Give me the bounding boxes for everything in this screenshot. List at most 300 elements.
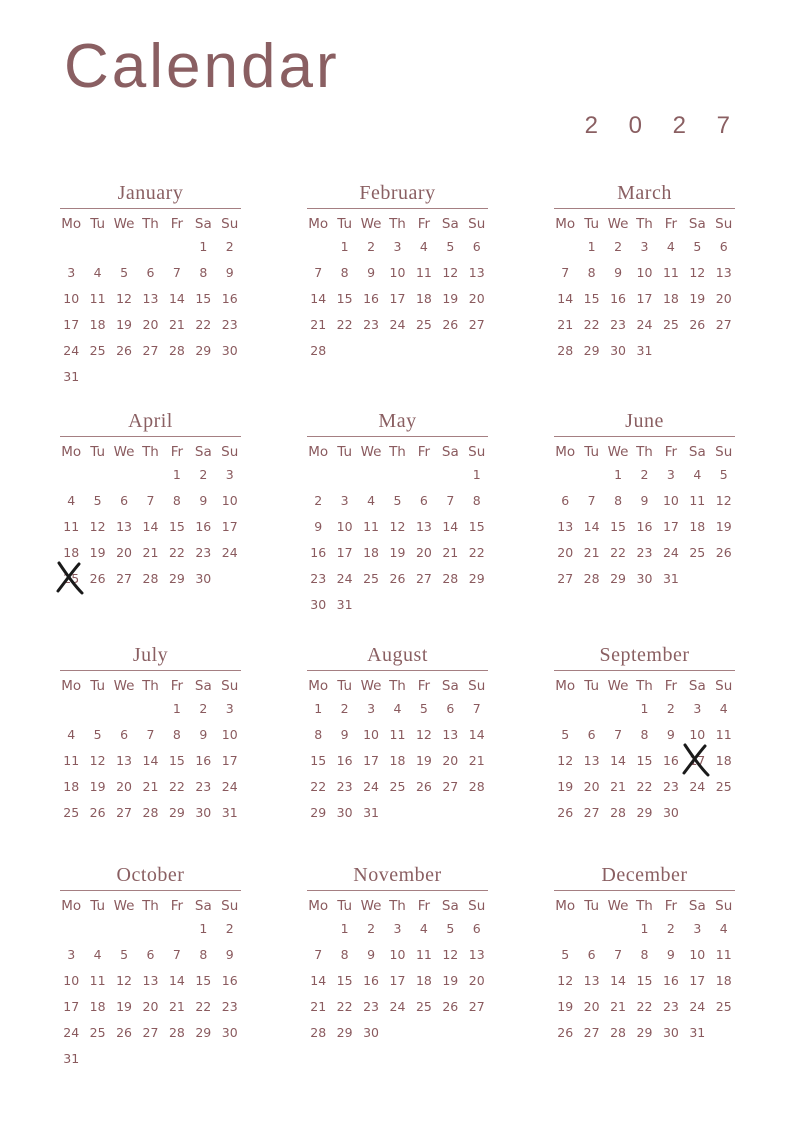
week-row — [305, 488, 490, 514]
day-cell: 31 — [363, 805, 379, 820]
day-cell: 27 — [116, 805, 132, 820]
day-cell: 30 — [195, 805, 212, 820]
day-cell: 29 — [310, 805, 327, 820]
day-cell: 29 — [636, 1025, 653, 1040]
weekday-header — [58, 214, 243, 234]
month-name: May — [378, 410, 417, 432]
day-cell: 27 — [116, 571, 132, 586]
empty-day-cell — [84, 916, 110, 942]
day-cell: 25 — [363, 571, 379, 586]
day-cell: 18 — [715, 753, 732, 768]
day-cell: 28 — [310, 343, 327, 358]
weekday-label: We — [360, 216, 382, 232]
day-cell: 13 — [468, 947, 485, 962]
day-cell: 28 — [468, 779, 485, 794]
weekday-label: Mo — [555, 216, 576, 232]
day-cell: 12 — [89, 753, 106, 768]
day-cell: 29 — [195, 343, 212, 358]
empty-day-cell — [305, 462, 331, 488]
day-cell: 16 — [195, 753, 212, 768]
empty-day-cell — [137, 234, 163, 260]
week-row — [305, 748, 490, 774]
weekday-header — [552, 442, 737, 462]
day-cell: 18 — [689, 519, 706, 534]
day-cell: 27 — [415, 571, 432, 586]
day-cell: 6 — [561, 493, 570, 508]
empty-day-cell — [711, 800, 737, 826]
week-row — [552, 994, 737, 1020]
day-cell: 20 — [468, 291, 485, 306]
day-cell: 27 — [557, 571, 574, 586]
day-cell: 25 — [58, 566, 84, 592]
month-name: March — [617, 182, 672, 204]
day-cell: 6 — [446, 701, 455, 716]
day-cell: 9 — [367, 265, 376, 280]
weekday-label: Tu — [584, 678, 600, 694]
day-cell: 13 — [442, 727, 459, 742]
day-cell: 8 — [172, 727, 181, 742]
month-name: January — [117, 182, 184, 204]
day-cell: 15 — [195, 973, 212, 988]
week-row — [305, 592, 490, 618]
week-row — [305, 774, 490, 800]
week-row — [305, 540, 490, 566]
day-cell: 14 — [557, 291, 574, 306]
day-cell: 11 — [689, 493, 706, 508]
day-cell: 22 — [168, 779, 185, 794]
empty-day-cell — [111, 916, 137, 942]
month-september — [552, 642, 737, 826]
day-cell: 5 — [561, 727, 570, 742]
day-cell: 19 — [689, 291, 706, 306]
day-cell: 7 — [172, 947, 181, 962]
day-cell: 29 — [636, 805, 653, 820]
weekday-label: Mo — [308, 678, 329, 694]
empty-day-cell — [411, 1020, 437, 1046]
day-cell: 28 — [557, 343, 574, 358]
week-row — [58, 1046, 243, 1072]
weekday-header — [58, 896, 243, 916]
weekday-label: Fr — [417, 678, 431, 694]
weekday-label: Th — [636, 678, 653, 694]
weekday-label: Th — [389, 444, 406, 460]
day-cell: 6 — [587, 727, 596, 742]
week-row — [58, 722, 243, 748]
week-row — [552, 338, 737, 364]
day-cell: 1 — [614, 467, 623, 482]
weekday-label: Th — [389, 216, 406, 232]
weekday-label: Mo — [61, 444, 82, 460]
day-cell: 20 — [715, 291, 732, 306]
weekday-label: Su — [221, 898, 239, 914]
day-cell: 18 — [415, 973, 432, 988]
day-cell: 28 — [142, 805, 159, 820]
month-name: October — [116, 864, 185, 886]
day-cell: 3 — [393, 239, 402, 254]
weekday-label: We — [113, 898, 135, 914]
empty-day-cell — [164, 916, 190, 942]
empty-day-cell — [711, 1020, 737, 1046]
day-cell: 2 — [314, 493, 323, 508]
day-cell: 16 — [363, 291, 379, 306]
day-cell: 9 — [225, 265, 234, 280]
day-cell: 10 — [363, 727, 379, 742]
week-row — [58, 1020, 243, 1046]
day-cell: 18 — [389, 753, 406, 768]
day-cell: 13 — [583, 753, 600, 768]
week-row — [305, 462, 490, 488]
weekday-label: Th — [142, 216, 159, 232]
month-divider — [60, 890, 241, 891]
month-name: February — [359, 182, 436, 204]
day-cell: 5 — [120, 947, 129, 962]
weekday-label: Su — [221, 216, 239, 232]
day-cell: 6 — [719, 239, 728, 254]
day-cell: 1 — [640, 921, 649, 936]
day-cell: 14 — [142, 753, 159, 768]
day-cell: 11 — [715, 947, 732, 962]
weekday-label: Th — [142, 678, 159, 694]
day-cell: 19 — [89, 779, 106, 794]
day-cell: 19 — [557, 999, 574, 1014]
day-cell: 4 — [367, 493, 376, 508]
day-cell: 18 — [89, 999, 106, 1014]
day-cell: 16 — [221, 291, 238, 306]
day-cell: 23 — [363, 999, 379, 1014]
day-cell: 12 — [442, 265, 459, 280]
weekday-label: Su — [468, 216, 486, 232]
day-cell: 24 — [221, 545, 238, 560]
day-cell: 22 — [336, 317, 353, 332]
empty-day-cell — [411, 462, 437, 488]
empty-day-cell — [658, 338, 684, 364]
day-cell: 2 — [367, 921, 376, 936]
day-cell: 21 — [168, 999, 185, 1014]
day-cell: 1 — [199, 239, 208, 254]
week-row — [58, 774, 243, 800]
empty-day-cell — [464, 592, 490, 618]
day-cell: 2 — [199, 701, 208, 716]
day-cell: 29 — [168, 571, 185, 586]
empty-day-cell — [605, 696, 631, 722]
day-cell: 5 — [393, 493, 402, 508]
day-cell: 22 — [195, 999, 212, 1014]
week-row — [552, 566, 737, 592]
empty-day-cell — [437, 462, 463, 488]
empty-day-cell — [190, 1046, 216, 1072]
empty-day-cell — [684, 566, 710, 592]
day-cell: 9 — [666, 727, 675, 742]
empty-day-cell — [384, 592, 410, 618]
weekday-label: Tu — [337, 216, 353, 232]
day-cell: 23 — [310, 571, 327, 586]
day-cell: 25 — [89, 1025, 106, 1040]
day-cell: 26 — [89, 571, 106, 586]
day-cell: 10 — [689, 727, 706, 742]
empty-day-cell — [84, 462, 110, 488]
day-cell: 16 — [195, 519, 212, 534]
day-cell: 17 — [63, 317, 80, 332]
weekday-label: Sa — [688, 898, 706, 914]
day-cell: 27 — [468, 999, 485, 1014]
day-cell: 14 — [610, 973, 626, 988]
day-cell: 12 — [116, 291, 132, 306]
weekday-label: Tu — [337, 678, 353, 694]
day-cell: 26 — [415, 779, 432, 794]
day-cell: 16 — [610, 291, 626, 306]
weekday-label: Fr — [664, 444, 678, 460]
day-cell: 26 — [389, 571, 406, 586]
empty-day-cell — [437, 800, 463, 826]
day-cell: 7 — [446, 493, 455, 508]
day-cell: 16 — [662, 753, 679, 768]
day-cell: 20 — [468, 973, 485, 988]
day-cell: 6 — [419, 493, 428, 508]
weekday-header — [58, 442, 243, 462]
day-cell: 12 — [689, 265, 706, 280]
weekday-label: Tu — [584, 216, 600, 232]
week-row — [305, 286, 490, 312]
empty-day-cell — [578, 462, 604, 488]
empty-day-cell — [164, 1046, 190, 1072]
day-cell: 3 — [693, 921, 702, 936]
day-cell: 26 — [557, 805, 574, 820]
week-row — [58, 696, 243, 722]
day-cell: 17 — [63, 999, 80, 1014]
day-cell: 17 — [221, 519, 238, 534]
weekday-label: Fr — [417, 898, 431, 914]
day-cell: 23 — [662, 779, 679, 794]
weekday-label: We — [607, 216, 629, 232]
day-cell: 26 — [557, 1025, 574, 1040]
day-cell: 17 — [662, 519, 679, 534]
day-cell: 2 — [614, 239, 623, 254]
day-cell: 25 — [63, 805, 80, 820]
day-cell: 25 — [715, 779, 732, 794]
day-cell: 1 — [172, 467, 181, 482]
weekday-label: Th — [636, 444, 653, 460]
empty-day-cell — [711, 338, 737, 364]
day-cell: 12 — [715, 493, 732, 508]
day-cell: 10 — [389, 265, 406, 280]
day-cell: 30 — [363, 1025, 379, 1040]
day-cell: 14 — [468, 727, 485, 742]
weekday-label: Mo — [61, 678, 82, 694]
day-cell: 12 — [557, 753, 574, 768]
day-cell: 18 — [715, 973, 732, 988]
day-cell: 5 — [419, 701, 428, 716]
day-cell: 17 — [636, 291, 653, 306]
day-cell: 3 — [340, 493, 349, 508]
day-cell: 29 — [168, 805, 185, 820]
day-cell: 21 — [610, 779, 626, 794]
week-row — [305, 994, 490, 1020]
day-cell: 3 — [67, 947, 76, 962]
day-cell: 27 — [468, 317, 485, 332]
day-cell: 30 — [221, 1025, 238, 1040]
week-row — [58, 488, 243, 514]
day-cell: 9 — [666, 947, 675, 962]
day-cell: 18 — [89, 317, 106, 332]
day-cell: 30 — [221, 343, 238, 358]
empty-day-cell — [58, 462, 84, 488]
day-cell: 9 — [340, 727, 349, 742]
empty-day-cell — [358, 592, 384, 618]
week-row — [305, 514, 490, 540]
weekday-label: Su — [468, 898, 486, 914]
weekday-label: Tu — [337, 898, 353, 914]
empty-day-cell — [464, 1020, 490, 1046]
day-cell: 16 — [310, 545, 327, 560]
day-cell: 25 — [662, 317, 679, 332]
day-cell: 15 — [468, 519, 485, 534]
day-cell: 8 — [199, 947, 208, 962]
weekday-label: We — [607, 678, 629, 694]
empty-day-cell — [137, 696, 163, 722]
day-cell: 25 — [415, 999, 432, 1014]
day-cell: 12 — [89, 519, 106, 534]
day-cell: 28 — [442, 571, 459, 586]
empty-day-cell — [58, 916, 84, 942]
day-cell: 13 — [116, 753, 132, 768]
empty-day-cell — [137, 1046, 163, 1072]
day-cell: 25 — [415, 317, 432, 332]
weekday-label: Mo — [61, 216, 82, 232]
empty-day-cell — [684, 800, 710, 826]
day-cell: 28 — [610, 1025, 626, 1040]
month-july — [58, 642, 243, 826]
day-cell: 23 — [336, 779, 353, 794]
day-cell: 7 — [587, 493, 596, 508]
day-cell: 4 — [93, 947, 102, 962]
day-cell: 8 — [340, 265, 349, 280]
day-cell: 26 — [89, 805, 106, 820]
day-cell: 13 — [116, 519, 132, 534]
day-cell: 6 — [146, 947, 155, 962]
month-divider — [554, 208, 735, 209]
week-row — [305, 312, 490, 338]
week-row — [552, 722, 737, 748]
day-cell: 5 — [561, 947, 570, 962]
day-cell: 8 — [472, 493, 481, 508]
day-cell: 20 — [116, 779, 132, 794]
day-cell: 4 — [67, 493, 76, 508]
day-cell: 20 — [142, 999, 159, 1014]
week-row — [552, 312, 737, 338]
day-cell: 7 — [146, 493, 155, 508]
day-cell: 8 — [614, 493, 623, 508]
weekday-label: Su — [468, 678, 486, 694]
day-cell: 5 — [93, 727, 102, 742]
week-row — [552, 774, 737, 800]
day-cell: 19 — [442, 291, 459, 306]
day-cell: 19 — [89, 545, 106, 560]
month-divider — [307, 670, 488, 671]
day-cell: 21 — [168, 317, 185, 332]
day-cell: 4 — [719, 701, 728, 716]
empty-day-cell — [58, 696, 84, 722]
day-cell: 7 — [614, 947, 623, 962]
weekday-label: Tu — [584, 444, 600, 460]
week-row — [305, 916, 490, 942]
day-cell: 21 — [142, 545, 159, 560]
day-cell: 14 — [142, 519, 159, 534]
week-row — [58, 514, 243, 540]
day-cell: 18 — [63, 545, 80, 560]
weekday-header — [305, 442, 490, 462]
weekday-label: Su — [221, 444, 239, 460]
day-cell: 3 — [367, 701, 376, 716]
day-cell: 24 — [662, 545, 679, 560]
month-name: December — [601, 864, 688, 886]
week-row — [305, 722, 490, 748]
day-cell: 10 — [389, 947, 406, 962]
week-row — [552, 540, 737, 566]
day-cell: 15 — [610, 519, 626, 534]
day-cell: 29 — [468, 571, 485, 586]
weekday-label: Su — [715, 444, 733, 460]
day-cell: 11 — [363, 519, 379, 534]
month-january — [58, 180, 243, 390]
day-cell: 24 — [63, 1025, 80, 1040]
weekday-label: Fr — [170, 216, 184, 232]
day-cell: 11 — [415, 265, 432, 280]
weekday-label: Tu — [90, 898, 106, 914]
day-cell: 19 — [116, 317, 132, 332]
week-row — [552, 234, 737, 260]
month-name: November — [353, 864, 442, 886]
day-cell: 31 — [63, 1051, 80, 1066]
day-cell: 14 — [442, 519, 459, 534]
day-cell: 26 — [442, 317, 459, 332]
weekday-label: Tu — [90, 678, 106, 694]
weekday-label: Sa — [688, 216, 706, 232]
empty-day-cell — [437, 338, 463, 364]
month-march — [552, 180, 737, 364]
week-row — [58, 462, 243, 488]
day-cell: 9 — [199, 727, 208, 742]
day-cell: 7 — [146, 727, 155, 742]
day-cell: 15 — [195, 291, 212, 306]
day-cell: 3 — [225, 467, 234, 482]
day-cell: 5 — [446, 239, 455, 254]
day-cell: 22 — [636, 779, 653, 794]
day-cell: 30 — [662, 805, 679, 820]
month-june — [552, 408, 737, 592]
weekday-label: Th — [142, 898, 159, 914]
weekday-label: We — [113, 678, 135, 694]
day-cell: 21 — [442, 545, 459, 560]
weekday-label: We — [607, 898, 629, 914]
day-cell: 31 — [689, 1025, 706, 1040]
weekday-label: Th — [636, 898, 653, 914]
empty-day-cell — [552, 696, 578, 722]
week-row — [305, 566, 490, 592]
week-row — [58, 286, 243, 312]
day-cell: 4 — [666, 239, 675, 254]
day-cell: 2 — [666, 921, 675, 936]
day-cell: 21 — [142, 779, 159, 794]
weekday-header — [552, 896, 737, 916]
empty-day-cell — [552, 916, 578, 942]
day-cell: 9 — [199, 493, 208, 508]
day-cell: 15 — [583, 291, 600, 306]
day-cell: 13 — [583, 973, 600, 988]
day-cell: 1 — [340, 921, 349, 936]
day-cell: 24 — [336, 571, 353, 586]
day-cell: 26 — [715, 545, 732, 560]
week-row — [58, 540, 243, 566]
